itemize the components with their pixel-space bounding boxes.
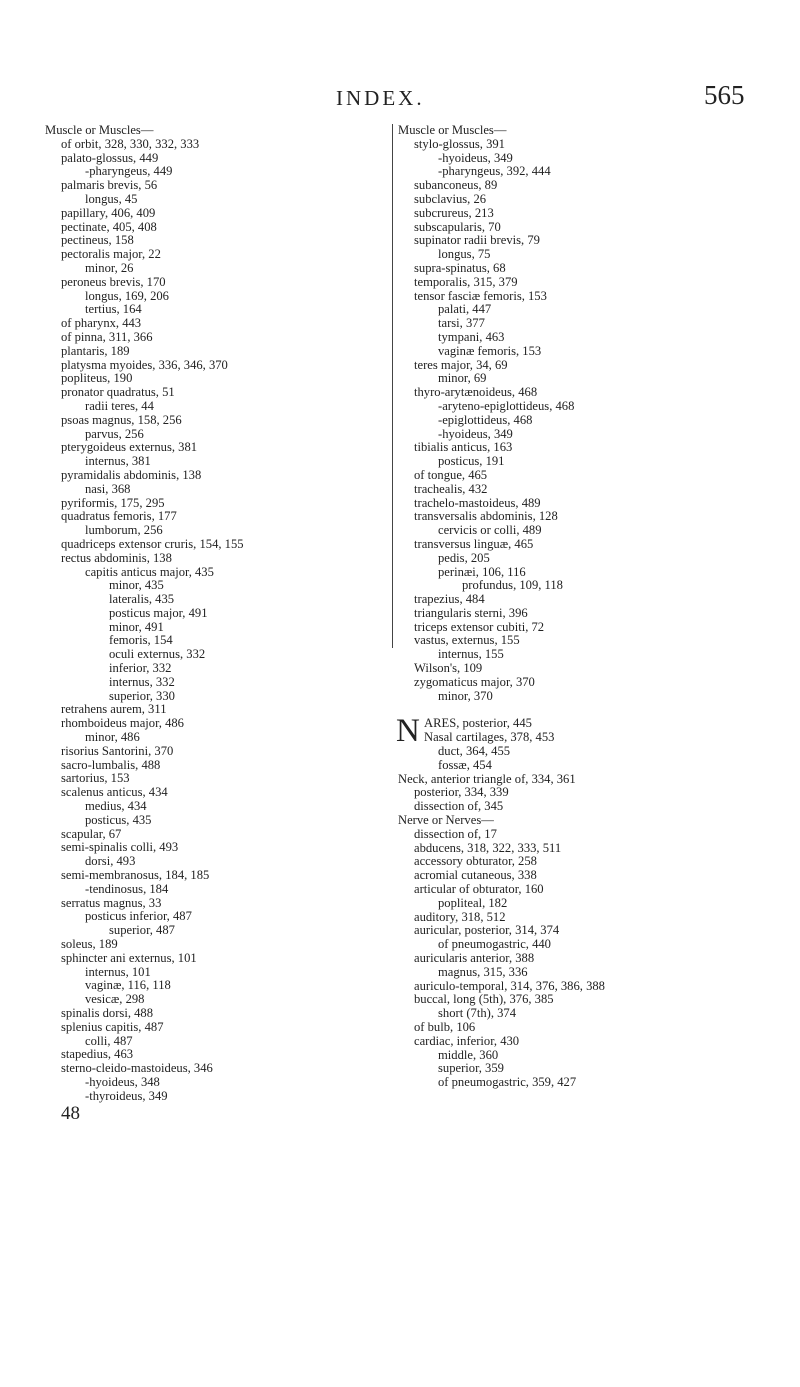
index-entry: internus, 332 [109, 674, 175, 689]
index-entry: tensor fasciæ femoris, 153 [414, 288, 547, 303]
index-entry: internus, 101 [85, 964, 151, 979]
index-entry: plantaris, 189 [61, 343, 130, 358]
index-entry: Wilson's, 109 [414, 661, 483, 676]
index-entry: psoas magnus, 158, 256 [61, 412, 182, 427]
index-entry: vesicæ, 298 [85, 992, 145, 1007]
index-entry: of pinna, 311, 366 [61, 329, 153, 344]
index-entry: minor, 26 [85, 260, 134, 275]
index-entry: sacro-lumbalis, 488 [61, 757, 161, 772]
index-entry: fossæ, 454 [438, 757, 492, 772]
index-entry: of pneumogastric, 440 [438, 937, 551, 952]
index-entry: perinæi, 106, 116 [438, 564, 526, 579]
index-entry: -hyoideus, 349 [438, 150, 513, 165]
index-entry: -hyoideus, 349 [438, 426, 513, 441]
index-entry: dorsi, 493 [85, 854, 136, 869]
index-entry: auriculo-temporal, 314, 376, 386, 388 [414, 978, 605, 993]
index-entry: palati, 447 [438, 302, 492, 317]
index-column-right [398, 124, 770, 1090]
index-entry: subclavius, 26 [414, 191, 487, 206]
index-entry: sterno-cleido-mastoideus, 346 [61, 1061, 213, 1076]
index-entry: subanconeus, 89 [414, 178, 498, 193]
index-entry: posticus major, 491 [109, 605, 208, 620]
index-entry: transversus linguæ, 465 [414, 536, 534, 551]
index-entry: -pharyngeus, 392, 444 [438, 164, 551, 179]
index-entry: lateralis, 435 [109, 592, 175, 607]
index-entry: temporalis, 315, 379 [414, 274, 518, 289]
index-entry: posterior, 334, 339 [414, 785, 509, 800]
index-entry: superior, 487 [109, 923, 175, 938]
index-entry: posticus, 435 [85, 812, 152, 827]
index-entry: medius, 434 [85, 799, 147, 814]
index-entry: popliteus, 190 [61, 371, 133, 386]
index-entry: rhomboideus major, 486 [61, 716, 184, 731]
index-entry: longus, 169, 206 [85, 288, 169, 303]
index-entry: dissection of, 17 [414, 826, 497, 841]
index-entry: pyriformis, 175, 295 [61, 495, 165, 510]
drop-cap-letter: N [396, 713, 420, 750]
index-entry: superior, 330 [109, 688, 175, 703]
index-entry: colli, 487 [85, 1033, 133, 1048]
index-entry: Nasal cartilages, 378, 453 [424, 730, 555, 745]
index-entry: -hyoideus, 348 [85, 1074, 160, 1089]
index-entry: minor, 370 [438, 688, 493, 703]
page-number: 565 [704, 80, 745, 110]
index-entry: duct, 364, 455 [438, 744, 511, 759]
index-entry: articular of obturator, 160 [414, 882, 544, 897]
index-entry: tarsi, 377 [438, 316, 485, 331]
index-entry: supra-spinatus, 68 [414, 260, 506, 275]
index-entry: longus, 75 [438, 247, 491, 262]
index-column-left [45, 124, 385, 1124]
index-entry: of bulb, 106 [414, 1020, 476, 1034]
index-entry: peroneus brevis, 170 [61, 274, 166, 289]
index-entry: internus, 381 [85, 454, 151, 469]
index-entry: of tongue, 465 [414, 467, 488, 482]
index-entry: posticus, 191 [438, 454, 505, 469]
index-entry: rectus abdominis, 138 [61, 550, 172, 565]
index-entry: -thyroideus, 349 [85, 1088, 168, 1103]
index-entry: palmaris brevis, 56 [61, 178, 158, 193]
index-entry: -tendinosus, 184 [85, 881, 169, 896]
index-entry: pronator quadratus, 51 [61, 385, 175, 400]
index-entry: sphincter ani externus, 101 [61, 950, 197, 965]
index-entry: subcrureus, 213 [414, 205, 494, 220]
index-entry: auricular, posterior, 314, 374 [414, 923, 560, 938]
column-divider [392, 124, 393, 648]
index-heading: Nerve or Nerves— [398, 813, 494, 828]
index-entry: cardiac, inferior, 430 [414, 1033, 520, 1048]
index-entry: vaginæ femoris, 153 [438, 343, 542, 358]
index-entry: triangularis sterni, 396 [414, 605, 528, 620]
nares-section-opening [396, 713, 770, 750]
index-entry: short (7th), 374 [438, 1006, 517, 1021]
index-entry: semi-membranosus, 184, 185 [61, 868, 210, 883]
index-entry: thyro-arytænoideus, 468 [414, 385, 538, 400]
index-entry: oculi externus, 332 [109, 647, 206, 662]
index-entry: dissection of, 345 [414, 799, 504, 814]
running-head-title: INDEX. [336, 86, 425, 110]
index-entry: nasi, 368 [85, 481, 131, 496]
index-entry: -epiglottideus, 468 [438, 412, 533, 427]
index-heading: Neck, anterior triangle of, 334, 361 [398, 771, 576, 786]
index-entry: -aryteno-epiglottideus, 468 [438, 398, 575, 413]
index-heading: Muscle or Muscles— [45, 123, 154, 137]
index-entry: minor, 491 [109, 619, 164, 634]
index-entry: -pharyngeus, 449 [85, 164, 173, 179]
index-entry: papillary, 406, 409 [61, 205, 156, 220]
index-entry: stapedius, 463 [61, 1047, 134, 1062]
section-gap [398, 703, 770, 717]
index-entry: supinator radii brevis, 79 [414, 233, 540, 248]
index-entry: tertius, 164 [85, 302, 142, 317]
index-entry: zygomaticus major, 370 [414, 674, 535, 689]
index-entry: minor, 435 [109, 578, 164, 593]
index-entry: cervicis or colli, 489 [438, 523, 542, 538]
index-entry: minor, 69 [438, 371, 487, 386]
index-entry: stylo-glossus, 391 [414, 136, 505, 151]
index-entry: retrahens aurem, 311 [61, 702, 167, 717]
index-entry: trachealis, 432 [414, 481, 488, 496]
index-entry: pectoralis major, 22 [61, 247, 161, 262]
page-header [0, 80, 800, 120]
index-entry: platysma myoides, 336, 346, 370 [61, 357, 228, 372]
index-entry: abducens, 318, 322, 333, 511 [414, 840, 562, 855]
index-entry: lumborum, 256 [85, 523, 163, 538]
index-entry: pectineus, 158 [61, 233, 134, 248]
index-entry: inferior, 332 [109, 661, 172, 676]
index-entry: auricularis anterior, 388 [414, 951, 535, 966]
index-entry: femoris, 154 [109, 633, 173, 648]
index-entry: middle, 360 [438, 1047, 499, 1062]
index-entry: subscapularis, 70 [414, 219, 501, 234]
index-entry: parvus, 256 [85, 426, 144, 441]
index-entry: of pneumogastric, 359, 427 [438, 1075, 577, 1090]
index-entry: longus, 45 [85, 191, 138, 206]
index-entry: serratus magnus, 33 [61, 895, 162, 910]
n-entries [398, 745, 770, 1090]
index-entry: sartorius, 153 [61, 771, 130, 786]
index-entry: accessory obturator, 258 [414, 854, 537, 869]
index-entry: splenius capitis, 487 [61, 1019, 164, 1034]
index-entry: semi-spinalis colli, 493 [61, 840, 179, 855]
index-entry: vastus, externus, 155 [414, 633, 520, 648]
index-entry: pterygoideus externus, 381 [61, 440, 198, 455]
index-entry: auditory, 318, 512 [414, 909, 506, 924]
index-entry: acromial cutaneous, 338 [414, 868, 537, 883]
index-entry: radii teres, 44 [85, 398, 154, 413]
index-entry: profundus, 109, 118 [462, 578, 563, 593]
index-entry: trapezius, 484 [414, 592, 485, 607]
muscle-entries-continued [398, 124, 770, 703]
index-entry: buccal, long (5th), 376, 385 [414, 992, 554, 1007]
index-entry: pectinate, 405, 408 [61, 219, 157, 234]
index-entry: trachelo-mastoideus, 489 [414, 495, 541, 510]
index-entry: teres major, 34, 69 [414, 357, 508, 372]
index-entry: spinalis dorsi, 488 [61, 1006, 154, 1020]
index-entry: of orbit, 328, 330, 332, 333 [61, 136, 200, 151]
index-entry: palato-glossus, 449 [61, 150, 159, 165]
index-entry: of pharynx, 443 [61, 316, 142, 331]
index-entry: minor, 486 [85, 730, 140, 745]
index-entry: capitis anticus major, 435 [85, 564, 214, 579]
index-entry: pyramidalis abdominis, 138 [61, 467, 202, 482]
index-entry: tibialis anticus, 163 [414, 440, 513, 455]
index-entry: internus, 155 [438, 647, 504, 662]
index-entry: scalenus anticus, 434 [61, 785, 168, 800]
index-entry: risorius Santorini, 370 [61, 743, 174, 758]
index-entry: tympani, 463 [438, 329, 505, 344]
index-entry: quadratus femoris, 177 [61, 509, 177, 524]
index-entry: magnus, 315, 336 [438, 964, 528, 979]
index-entry: scapular, 67 [61, 826, 122, 841]
index-entry: quadriceps extensor cruris, 154, 155 [61, 536, 244, 551]
index-heading: Muscle or Muscles— [398, 123, 507, 137]
index-entry: pedis, 205 [438, 550, 490, 565]
index-entry: ARES, posterior, 445 [424, 716, 532, 731]
signature-mark: 48 [61, 1102, 80, 1124]
index-entry: vaginæ, 116, 118 [85, 978, 171, 993]
index-entry: transversalis abdominis, 128 [414, 509, 558, 524]
index-entry: superior, 359 [438, 1061, 504, 1076]
index-entry: posticus inferior, 487 [85, 909, 192, 924]
index-entry: triceps extensor cubiti, 72 [414, 619, 545, 634]
index-entry: popliteal, 182 [438, 895, 508, 910]
index-entry: soleus, 189 [61, 937, 118, 952]
